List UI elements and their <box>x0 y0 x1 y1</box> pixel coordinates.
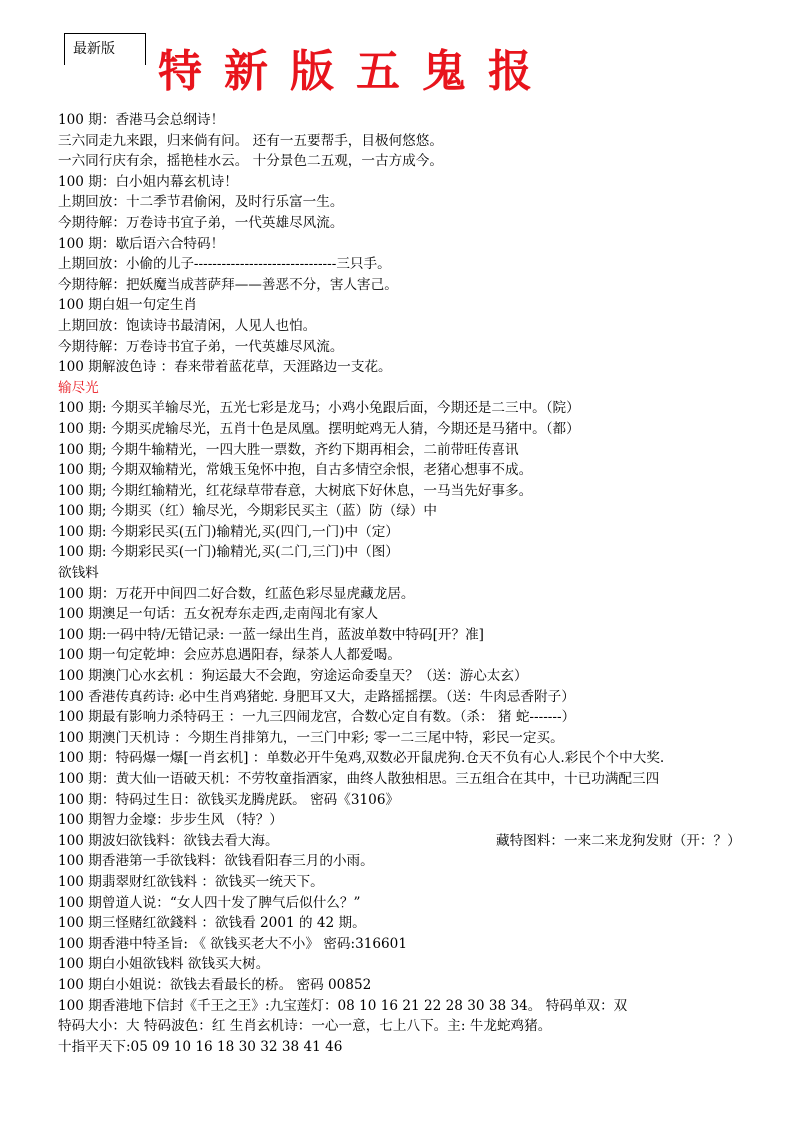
edition-badge: 最新版 <box>64 33 146 65</box>
text-line-main: 欲钱料 <box>58 565 99 582</box>
text-line-main: 100 期：白小姐内幕玄机诗！ <box>58 173 238 190</box>
text-line-main: 100 期：特码过生日：欲钱买龙腾虎跃。 密码《3106》 <box>58 791 400 808</box>
text-line-main: 上期回放：小偷的儿子-------------------------------三只手。 <box>58 256 391 273</box>
text-line-main: 100 期; 今期买（红）输尽光，今期彩民买主（蓝）防（绿）中 <box>58 503 438 520</box>
text-line <box>58 996 788 1017</box>
text-line-main: 100 期香港地下信封《千王之王》:九宝莲灯：08 10 16 21 22 28 30 38 34。 特码单双：双 <box>58 997 628 1014</box>
page-title: 特新版五鬼报 <box>158 46 554 97</box>
text-line-main: 100 期: 今期买羊输尽光，五光七彩是龙马；小鸡小兔跟后面，今期还是二三中。（院） <box>58 400 580 417</box>
text-line-main: 100 期：香港马会总纲诗！ <box>58 112 225 128</box>
text-line <box>58 295 788 316</box>
text-line-main: 100 香港传真药诗: 必中生肖鸡猪蛇. 身肥耳又大，走路摇摇摆。（送：牛肉忌香附子） <box>58 688 575 705</box>
text-line <box>58 481 788 502</box>
text-line <box>58 419 788 440</box>
text-line <box>58 563 788 584</box>
text-line-main: 100 期; 今期双输精光，常娥玉兔怀中抱，自古多情空余恨，老猪心想事不成。 <box>58 462 533 479</box>
text-line <box>58 337 788 358</box>
text-line-main: 今期待解：万卷诗书宜子弟，一代英雄尽风流。 <box>58 214 344 231</box>
text-line <box>58 254 788 275</box>
text-line <box>58 934 788 955</box>
text-line-main: 100 期白小姐欲钱料 欲钱买大树。 <box>58 956 270 973</box>
text-line-main: 上期回放：饱读诗书最清闲，人见人也怕。 <box>58 317 317 334</box>
text-line-main: 100 期白姐一句定生肖 <box>58 297 198 314</box>
text-line <box>58 584 788 605</box>
document-body <box>58 110 788 1057</box>
text-line <box>58 275 788 296</box>
text-line-main: 100 期三怪赌红欲錢料 ：欲钱看 2001 的 42 期。 <box>58 915 366 932</box>
text-line <box>58 872 788 893</box>
text-line-main: 三六同走九来跟，归来倘有问。 还有一五要帮手，目极何悠悠。 <box>58 132 443 149</box>
text-line-main: 100 期: 今期买虎输尽光，五肖十色是凤凰。摆明蛇鸡无人猜，今期还是马猪中。（都） <box>58 420 580 437</box>
text-line-main: 100 期香港第一手欲钱料：欲钱看阳春三月的小雨。 <box>58 853 374 870</box>
text-line-main: 100 期：万花开中间四二好合数，红蓝色彩尽显虎藏龙居。 <box>58 585 415 602</box>
text-line <box>58 316 788 337</box>
text-line <box>58 522 788 543</box>
text-line-main: 今期待解：把妖魔当成菩萨拜——善恶不分，害人害己。 <box>58 276 398 293</box>
text-line <box>58 728 788 749</box>
text-line <box>58 172 788 193</box>
text-line-right: 藏特图料：一来二来龙狗发财（开：？） <box>496 832 741 849</box>
text-line <box>58 707 788 728</box>
text-line-main: 100 期澳门心水玄机 ：狗运最大不会跑，穷途运命委皇天？（送：游心太玄） <box>58 668 528 685</box>
text-line <box>58 542 788 563</box>
text-line <box>58 440 788 461</box>
text-line <box>58 131 788 152</box>
text-line <box>58 748 788 769</box>
text-line-main: 100 期：黄大仙一语破天机：不劳牧童指酒家，曲终人散独相思。三五组合在其中，十已功满配三四 <box>58 771 660 787</box>
text-line <box>58 460 788 481</box>
text-line <box>58 213 788 234</box>
text-line-main: 100 期; 今期红输精光，红花绿草带春意，大树底下好休息，一马当先好事多。 <box>58 482 533 499</box>
text-line <box>58 666 788 687</box>
text-line <box>58 810 788 831</box>
text-line <box>58 357 788 378</box>
text-line-main: 十指平天下:05 09 10 16 18 30 32 38 41 46 <box>58 1038 343 1055</box>
text-line <box>58 604 788 625</box>
text-line <box>58 790 788 811</box>
text-line <box>58 1016 788 1037</box>
text-line <box>58 151 788 172</box>
text-line <box>58 398 788 419</box>
text-line <box>58 501 788 522</box>
text-line-main: 100 期:一码中特/无错记录: 一蓝一绿出生肖，蓝波单数中特码[开？准] <box>58 626 484 643</box>
text-line <box>58 831 788 852</box>
text-line-main: 100 期智力金壕：步步生风 （特？） <box>58 812 283 829</box>
text-line-main: 100 期最有影响力杀特码王 ：一九三四闹龙宫，合数心定自有数。（杀： 猪 蛇-------） <box>58 709 576 726</box>
text-line <box>58 192 788 213</box>
text-line-main: 上期回放：十二季节君偷闲，及时行乐富一生。 <box>58 194 344 211</box>
text-line-main: 100 期: 今期彩民买(五门)输精光,买(四门,一门)中（定） <box>58 523 399 540</box>
text-line <box>58 893 788 914</box>
text-line-main: 100 期; 今期牛输精光，一四大胜一票数，齐约下期再相会，二前带旺传喜讯 <box>58 441 519 458</box>
text-line <box>58 1037 788 1058</box>
text-line-main: 100 期一句定乾坤：会应苏息遇阳春，绿茶人人都爱喝。 <box>58 647 401 664</box>
text-line-main: 100 期波妇欲钱料：欲钱去看大海。 <box>58 832 279 849</box>
text-line <box>58 234 788 255</box>
text-line-main: 100 期解波色诗 ：春来带着蓝花草，天涯路边一支花。 <box>58 359 392 376</box>
text-line-main: 特码大小：大 特码波色：红 生肖玄机诗：一心一意，七上八下。主: 牛龙蛇鸡猪。 <box>58 1018 552 1035</box>
text-line <box>58 954 788 975</box>
text-line <box>58 687 788 708</box>
text-line-main: 100 期：特码爆一爆[一肖玄机] ：单数必开牛兔鸡,双数必开鼠虎狗.仓天不负有心人.彩民个个中大奖. <box>58 750 665 767</box>
text-line <box>58 913 788 934</box>
text-line-main: 一六同行庆有余，摇艳桂水云。 十分景色二五观，一古方成今。 <box>58 153 443 170</box>
text-line <box>58 851 788 872</box>
text-line <box>58 625 788 646</box>
text-line <box>58 378 788 399</box>
text-line-main: 100 期翡翠财红欲钱料 ：欲钱买一统天下。 <box>58 873 324 890</box>
text-line-main: 100 期澳门天机诗 ：今期生肖排第九，一三门中彩; 零一二三尾中特，彩民一定买。 <box>58 729 564 746</box>
text-line-main: 100 期曾道人说：“女人四十发了脾气后似什么？” <box>58 894 361 911</box>
text-line-main: 100 期香港中特圣旨: 《 欲钱买老大不小》 密码:316601 <box>58 935 407 952</box>
text-line-main: 今期待解：万卷诗书宜子弟，一代英雄尽风流。 <box>58 338 344 355</box>
text-line-main: 100 期白小姐说：欲钱去看最长的桥。 密码 00852 <box>58 976 372 993</box>
text-line <box>58 110 788 131</box>
text-line-main: 100 期：歇后语六合特码！ <box>58 235 225 252</box>
text-line <box>58 975 788 996</box>
text-line-main: 输尽光 <box>58 379 99 396</box>
text-line <box>58 645 788 666</box>
text-line-main: 100 期: 今期彩民买(一门)输精光,买(二门,三门)中（图） <box>58 544 399 561</box>
text-line-main: 100 期澳足一句话：五女祝寿东走西,走南闯北有家人 <box>58 606 379 623</box>
text-line <box>58 769 788 790</box>
